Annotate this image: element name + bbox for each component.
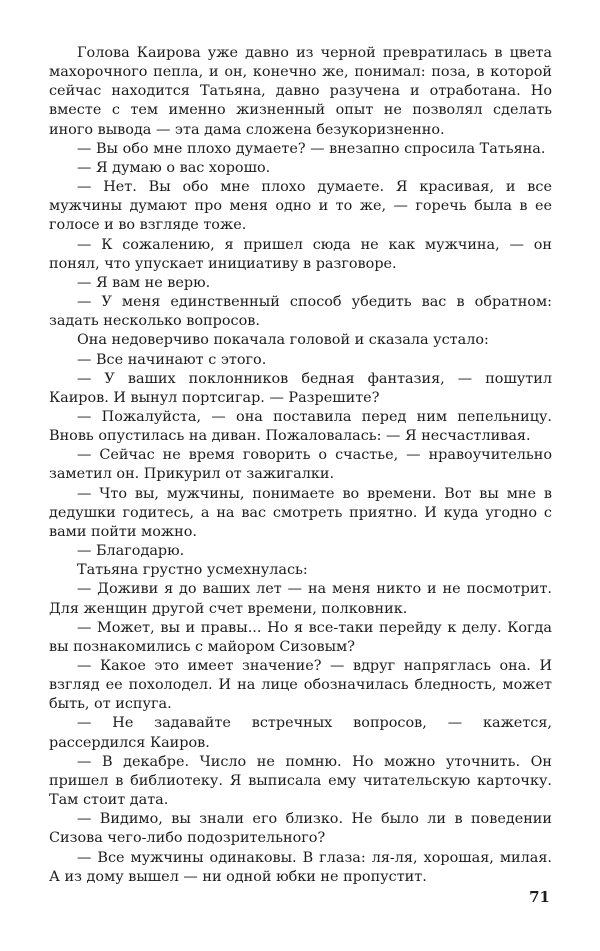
paragraph: — Доживи я до ваших лет — на меня никто и не посмотрит. Для женщин другой счет времени, полковник. [49,581,552,617]
paragraph: — Благодарю. [77,543,185,560]
paragraph: — Что вы, мужчины, понимаете во времени. Вот вы мне в дедушки годитесь, а на вас смотреть приятно. И куда угодно с вами пойти можно. [49,485,552,540]
paragraph: — Я вам не верю. [77,274,211,291]
paragraph: — Я думаю о вас хорошо. [77,159,271,176]
paragraph: — Все начинают с этого. [77,351,267,368]
paragraph: — У меня единственный способ убедить вас в обратном: задать несколько вопросов. [49,294,552,330]
paragraph: — Не задавайте встречных вопросов, — кажется, рассердился Каиров. [49,715,552,751]
paragraph: — К сожалению, я пришел сюда не как мужчина, — он понял, что упускает инициативу в разговоре. [49,236,552,272]
paragraph: Голова Каирова уже давно из черной превратилась в цвета махорочного пепла, и он, конечно же, понимал: поза, в которой сейчас находится Татьяна, давно разучена и отработана. Но вместе с тем именно жизненный опыт не позволял сделать иного вывода — эта дама сложена безукоризненно. [49,45,552,138]
paragraph: — Пожалуйста, — она поставила перед ним пепельницу. Вновь опустилась на диван. Пожаловалась: — Я несчастливая. [49,408,552,445]
paragraph: Она недоверчиво покачала головой и сказала устало: [77,332,489,349]
paragraph: — Какое это имеет значение? — вдруг напряглась она. И взгляд ее похолодел. И на лице обозначилась бледность, может быть, от испуга. [49,658,552,713]
paragraph: — Может, вы и правы... Но я все-таки перейду к делу. Когда вы познакомились с майором Сизовым? [49,619,552,655]
paragraph: — Нет. Вы обо мне плохо думаете. Я красивая, и все мужчины думают про меня одно и то же, — горечь была в ее голосе и во взгляде тоже. [49,179,552,234]
paragraph: — У ваших поклонников бедная фантазия, — пошутил Каиров. И вынул портсигар. — Разрешите? [49,370,552,406]
page-number: 71 [529,888,550,906]
paragraph: — Сейчас не время говорить о счастье, — нравоучительно заметил он. Прикурил от зажигалки. [49,447,552,483]
paragraph: — В декабре. Число не помню. Но можно уточнить. Он пришел в библиотеку. Я выписала ему читательскую карточку. Там стоит дата. [49,753,552,809]
body-text [49,44,552,887]
paragraph: — Видимо, вы знали его близко. Не было ли в поведении Сизова чего-либо подозрительного? [49,811,552,847]
paragraph: Татьяна грустно усмехнулась: [77,562,308,579]
paragraph: — Вы обо мне плохо думаете? — внезапно спросила Татьяна. [77,140,546,157]
paragraph: — Все мужчины одинаковы. В глаза: ля-ля, хорошая, милая. А из дому вышел — ни одной юбки не пропустит. [49,849,552,885]
